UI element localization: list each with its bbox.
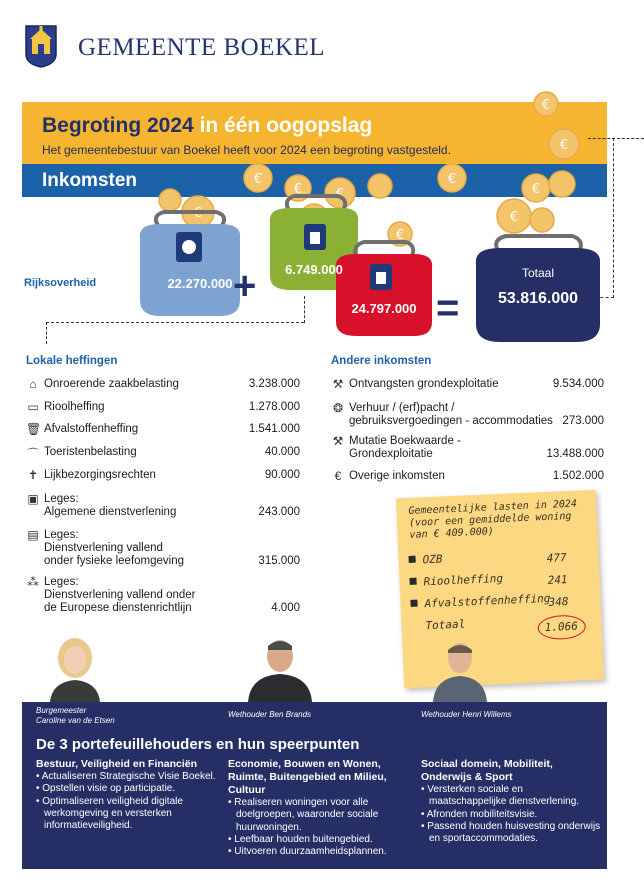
portrait-ben-brands [246, 632, 314, 702]
portrait-henri-willems [431, 632, 489, 702]
purse-totaal-icon [476, 236, 600, 342]
totaal-value: 53.816.000 [497, 290, 579, 307]
row-value: 3.238.000 [248, 378, 300, 390]
row-value: 13.488.000 [546, 448, 604, 460]
andere-inkomsten-heading: Andere inkomsten [331, 355, 432, 367]
purse-andere-icon [336, 242, 432, 336]
shovel-icon: ⚒ [332, 434, 344, 448]
caption-henri-willems: Wethouder Henri Willems [421, 710, 512, 719]
column-title: Sociaal domein, Mobiliteit, Onderwijs & Sport [421, 758, 553, 783]
shovel-icon: ⚒ [332, 377, 344, 391]
row-value: 1.278.000 [248, 401, 300, 413]
row-label: Leges: Algemene dienstverlening [44, 493, 177, 518]
id-card-icon: ▣ [27, 492, 39, 506]
note-row-label: OZB [422, 552, 443, 567]
note-row-value: 241 [547, 573, 568, 587]
row-value: 4.000 [271, 602, 300, 614]
connector-line [613, 138, 614, 298]
portrait-burgemeester [46, 632, 104, 702]
column-title: Bestuur, Veiligheid en Financiën [36, 758, 198, 770]
row-label: Mutatie Boekwaarde - Grondexploitatie [349, 435, 461, 460]
column-title: Economie, Bouwen en Wonen, Ruimte, Buitengebied en Milieu, Cultuur [228, 758, 387, 796]
svg-text:€: € [293, 182, 303, 197]
row-label: Afvalstoffenheffing [44, 423, 139, 435]
purse-lokaal-value: 6.749.000 [285, 262, 343, 277]
svg-text:€: € [531, 182, 541, 197]
hands-icon: ❂ [332, 401, 344, 415]
row-value: 273.000 [562, 415, 604, 427]
list-item: • Optimaliseren veiligheid digitale werkomgeving en versterken informatieveiligheid. [36, 796, 216, 833]
svg-text:€: € [253, 172, 263, 187]
sewer-icon: ▭ [27, 400, 39, 414]
plus-sign: + [233, 264, 257, 308]
portfolio-column-2 [228, 758, 408, 858]
note-bullet-icon [410, 600, 417, 607]
row-value: 9.534.000 [552, 378, 604, 390]
note-row-label: Afvalstoffenheffing [424, 591, 551, 611]
row-label: Overige inkomsten [349, 470, 445, 482]
grave-icon: ✝ [27, 468, 39, 482]
list-item: • Opstellen visie op participatie. [36, 783, 216, 795]
eu-stars-icon: ⁂ [27, 575, 39, 589]
note-row-value: 477 [546, 551, 567, 565]
row-value: 1.541.000 [248, 423, 300, 435]
list-item: • Uitvoeren duurzaamheidsplannen. [228, 846, 408, 858]
list-item: • Actualiseren Strategische Visie Boekel. [36, 771, 216, 783]
column-list [421, 784, 601, 845]
list-item: • Realiseren woningen voor alle doelgroepen, waaronder sociale huurwoningen. [228, 797, 408, 834]
list-item: • Versterken sociale en maatschappelijke dienstverlening. [421, 784, 601, 809]
portefeuille-heading: De 3 portefeuillehouders en hun speerpunten [36, 736, 360, 753]
purse-andere-value: 24.797.000 [351, 301, 417, 316]
row-label: Toeristenbelasting [44, 446, 137, 458]
list-item: • Leefbaar houden buitengebied. [228, 834, 408, 846]
rijksoverheid-label: Rijksoverheid [24, 277, 97, 289]
equals-sign: = [436, 286, 460, 330]
caption-burgemeester: Burgemeester Caroline van de Etsen [36, 706, 115, 725]
row-label: Leges: Dienstverlening vallend onder de Europese dienstenrichtlijn [44, 576, 196, 614]
bin-icon: 🗑 [26, 422, 42, 436]
svg-text:€: € [335, 187, 345, 202]
connector-line [46, 322, 47, 344]
portfolio-column-3 [421, 758, 601, 845]
portfolio-column-1 [36, 758, 216, 832]
row-value: 90.000 [264, 469, 300, 481]
purse-rijk-value: 22.270.000 [167, 276, 233, 291]
svg-text:€: € [193, 206, 203, 221]
caption-ben-brands: Wethouder Ben Brands [228, 710, 312, 719]
svg-text:€: € [447, 172, 457, 187]
building-doc-icon: ▤ [27, 528, 39, 542]
svg-text:€: € [559, 138, 569, 153]
inkomsten-heading: Inkomsten [42, 170, 138, 191]
row-label: Leges: Dienstverlening vallend onder fysieke leefomgeving [44, 529, 184, 567]
note-total-label: Totaal [425, 617, 466, 633]
row-label: Rioolheffing [44, 401, 105, 413]
note-bullet-icon [409, 578, 416, 585]
row-label: Onroerende zaakbelasting [44, 378, 179, 390]
purse-rijk-icon [140, 212, 240, 316]
totaal-label: Totaal [521, 266, 555, 280]
row-value: 40.000 [264, 446, 300, 458]
title-accent: in één oogopslag [199, 114, 373, 137]
svg-text:€: € [541, 98, 551, 113]
house-icon: ⌂ [29, 377, 37, 391]
lokale-heffingen-heading: Lokale heffingen [26, 355, 118, 367]
list-item: • Afronden mobiliteitsvisie. [421, 809, 601, 821]
row-value: 315.000 [258, 555, 300, 567]
row-label: Verhuur / (erf)pacht / gebruiksvergoedingen - accommodaties [349, 402, 553, 427]
sticky-note [396, 490, 604, 689]
note-total-value: 1.066 [544, 619, 579, 635]
org-name: GEMEENTE BOEKEL [78, 34, 326, 61]
column-list [36, 771, 216, 832]
euro-icon: € [334, 469, 342, 483]
note-row-label: Rioolheffing [423, 571, 504, 589]
column-list [228, 797, 408, 858]
municipal-crest-icon [24, 24, 58, 68]
row-value: 243.000 [258, 506, 300, 518]
tourist-icon: ⌒ [26, 447, 39, 461]
row-value: 1.502.000 [552, 470, 604, 482]
title-main: Begroting 2024 [42, 114, 194, 137]
svg-text:€: € [509, 210, 519, 225]
note-row-value: 348 [548, 595, 569, 609]
list-item: • Passend houden huisvesting onderwijs en sportaccommodaties. [421, 821, 601, 846]
row-label: Lijkbezorgingsrechten [44, 469, 156, 481]
note-bullet-icon [408, 556, 415, 563]
row-label: Ontvangsten grondexploitatie [349, 378, 499, 390]
note-heading: Gemeentelijke lasten in 2024 (voor een gemiddelde woning van € 409.000) [408, 498, 578, 541]
svg-text:€: € [395, 228, 405, 243]
page-subtitle: Het gemeentebestuur van Boekel heeft voor 2024 een begroting vastgesteld. [42, 143, 451, 157]
